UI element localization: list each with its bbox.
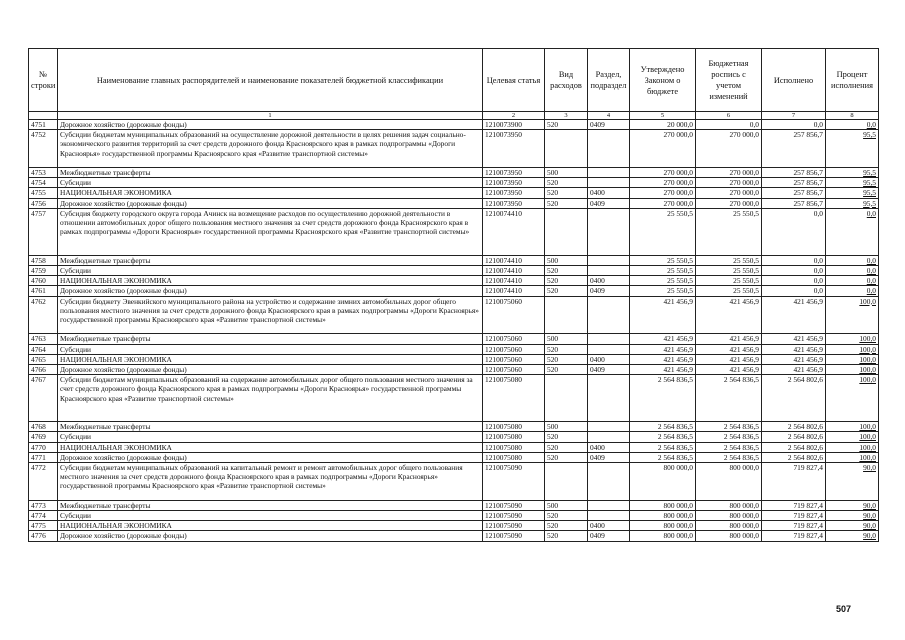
row-percent: 0,0 bbox=[826, 276, 879, 286]
table-row bbox=[29, 463, 879, 501]
row-name: Дорожное хозяйство (дорожные фонды) bbox=[58, 286, 483, 296]
row-target-article: 1210075060 bbox=[483, 334, 545, 344]
row-target-article: 1210073950 bbox=[483, 188, 545, 198]
row-executed: 2 564 802,6 bbox=[762, 375, 826, 422]
header-approved: Утверждено Законом о бюджете bbox=[630, 49, 696, 112]
row-number: 4758 bbox=[29, 255, 58, 265]
row-name: НАЦИОНАЛЬНАЯ ЭКОНОМИКА bbox=[58, 188, 483, 198]
row-executed: 257 856,7 bbox=[762, 130, 826, 168]
row-expense-type: 520 bbox=[545, 198, 588, 208]
row-name: Межбюджетные трансферты bbox=[58, 422, 483, 432]
header-budget-plan: Бюджетная роспись с учетом изменений bbox=[696, 49, 762, 112]
header-row-number: № строки bbox=[29, 49, 58, 112]
row-expense-type: 520 bbox=[545, 531, 588, 541]
row-number: 4770 bbox=[29, 442, 58, 452]
row-budget-plan: 0,0 bbox=[696, 120, 762, 130]
row-section: 0400 bbox=[588, 276, 630, 286]
row-percent: 100,0 bbox=[826, 334, 879, 344]
row-budget-plan: 800 000,0 bbox=[696, 463, 762, 501]
row-expense-type: 500 bbox=[545, 255, 588, 265]
row-number: 4766 bbox=[29, 365, 58, 375]
row-percent: 95,5 bbox=[826, 168, 879, 178]
row-approved: 800 000,0 bbox=[630, 521, 696, 531]
row-executed: 719 827,4 bbox=[762, 511, 826, 521]
row-approved: 20 000,0 bbox=[630, 120, 696, 130]
row-budget-plan: 421 456,9 bbox=[696, 365, 762, 375]
row-target-article: 1210075060 bbox=[483, 354, 545, 364]
table-row bbox=[29, 334, 879, 344]
table-row bbox=[29, 344, 879, 354]
row-target-article: 1210075080 bbox=[483, 422, 545, 432]
row-percent: 100,0 bbox=[826, 296, 879, 334]
row-budget-plan: 270 000,0 bbox=[696, 130, 762, 168]
row-name: НАЦИОНАЛЬНАЯ ЭКОНОМИКА bbox=[58, 276, 483, 286]
row-target-article: 1210075060 bbox=[483, 344, 545, 354]
row-section bbox=[588, 266, 630, 276]
row-target-article: 1210073900 bbox=[483, 120, 545, 130]
row-number: 4776 bbox=[29, 531, 58, 541]
row-budget-plan: 421 456,9 bbox=[696, 354, 762, 364]
table-row bbox=[29, 442, 879, 452]
row-budget-plan: 25 550,5 bbox=[696, 208, 762, 255]
row-expense-type: 500 bbox=[545, 422, 588, 432]
row-name: Субсидии bbox=[58, 432, 483, 442]
row-expense-type: 520 bbox=[545, 266, 588, 276]
row-expense-type: 520 bbox=[545, 365, 588, 375]
row-approved: 270 000,0 bbox=[630, 198, 696, 208]
row-budget-plan: 800 000,0 bbox=[696, 521, 762, 531]
row-expense-type: 520 bbox=[545, 344, 588, 354]
table-row bbox=[29, 354, 879, 364]
row-percent: 100,0 bbox=[826, 432, 879, 442]
row-budget-plan: 2 564 836,5 bbox=[696, 375, 762, 422]
row-section bbox=[588, 344, 630, 354]
row-section: 0409 bbox=[588, 198, 630, 208]
row-executed: 719 827,4 bbox=[762, 521, 826, 531]
row-target-article: 1210075080 bbox=[483, 432, 545, 442]
row-number: 4757 bbox=[29, 208, 58, 255]
row-percent: 0,0 bbox=[826, 255, 879, 265]
row-target-article: 1210073950 bbox=[483, 130, 545, 168]
row-approved: 2 564 836,5 bbox=[630, 375, 696, 422]
row-expense-type bbox=[545, 296, 588, 334]
row-target-article: 1210075080 bbox=[483, 442, 545, 452]
table-body bbox=[29, 120, 879, 542]
column-number: 3 bbox=[545, 112, 588, 120]
row-budget-plan: 270 000,0 bbox=[696, 188, 762, 198]
row-section bbox=[588, 375, 630, 422]
row-number: 4751 bbox=[29, 120, 58, 130]
table-row bbox=[29, 432, 879, 442]
row-budget-plan: 25 550,5 bbox=[696, 286, 762, 296]
row-section bbox=[588, 130, 630, 168]
table-row bbox=[29, 452, 879, 462]
page-number: 507 bbox=[836, 604, 852, 614]
row-approved: 270 000,0 bbox=[630, 188, 696, 198]
row-expense-type: 520 bbox=[545, 521, 588, 531]
row-number: 4754 bbox=[29, 178, 58, 188]
row-approved: 270 000,0 bbox=[630, 178, 696, 188]
row-percent: 100,0 bbox=[826, 375, 879, 422]
row-executed: 2 564 802,6 bbox=[762, 452, 826, 462]
row-expense-type: 500 bbox=[545, 168, 588, 178]
row-section bbox=[588, 255, 630, 265]
row-target-article: 1210075080 bbox=[483, 452, 545, 462]
row-approved: 421 456,9 bbox=[630, 344, 696, 354]
row-budget-plan: 2 564 836,5 bbox=[696, 422, 762, 432]
row-approved: 2 564 836,5 bbox=[630, 432, 696, 442]
row-name: Субсидии bbox=[58, 266, 483, 276]
row-name: Дорожное хозяйство (дорожные фонды) bbox=[58, 120, 483, 130]
row-name: Межбюджетные трансферты bbox=[58, 334, 483, 344]
row-approved: 2 564 836,5 bbox=[630, 452, 696, 462]
row-percent: 95,5 bbox=[826, 130, 879, 168]
table-header bbox=[29, 49, 879, 120]
row-section: 0400 bbox=[588, 354, 630, 364]
column-number: 5 bbox=[630, 112, 696, 120]
header-section: Раздел, подраздел bbox=[588, 49, 630, 112]
row-expense-type: 520 bbox=[545, 286, 588, 296]
row-expense-type: 520 bbox=[545, 354, 588, 364]
row-expense-type bbox=[545, 130, 588, 168]
column-number: 8 bbox=[826, 112, 879, 120]
header-percent: Процент исполнения bbox=[826, 49, 879, 112]
row-section: 0409 bbox=[588, 531, 630, 541]
row-name: Межбюджетные трансферты bbox=[58, 168, 483, 178]
table-row bbox=[29, 188, 879, 198]
row-budget-plan: 270 000,0 bbox=[696, 198, 762, 208]
table-row bbox=[29, 500, 879, 510]
row-budget-plan: 421 456,9 bbox=[696, 296, 762, 334]
table-row bbox=[29, 266, 879, 276]
row-section bbox=[588, 208, 630, 255]
row-executed: 719 827,4 bbox=[762, 463, 826, 501]
row-executed: 0,0 bbox=[762, 266, 826, 276]
row-section bbox=[588, 511, 630, 521]
row-executed: 421 456,9 bbox=[762, 334, 826, 344]
column-number: 6 bbox=[696, 112, 762, 120]
row-name: Межбюджетные трансферты bbox=[58, 255, 483, 265]
row-expense-type: 500 bbox=[545, 334, 588, 344]
row-approved: 421 456,9 bbox=[630, 334, 696, 344]
row-target-article: 1210073950 bbox=[483, 178, 545, 188]
row-executed: 257 856,7 bbox=[762, 178, 826, 188]
row-budget-plan: 2 564 836,5 bbox=[696, 452, 762, 462]
row-budget-plan: 421 456,9 bbox=[696, 334, 762, 344]
header-expense-type: Вид расходов bbox=[545, 49, 588, 112]
table-row bbox=[29, 208, 879, 255]
row-approved: 421 456,9 bbox=[630, 365, 696, 375]
row-budget-plan: 2 564 836,5 bbox=[696, 442, 762, 452]
row-approved: 421 456,9 bbox=[630, 296, 696, 334]
row-number: 4767 bbox=[29, 375, 58, 422]
table-row bbox=[29, 168, 879, 178]
row-executed: 421 456,9 bbox=[762, 365, 826, 375]
row-section bbox=[588, 296, 630, 334]
row-section bbox=[588, 463, 630, 501]
column-number: 7 bbox=[762, 112, 826, 120]
row-expense-type bbox=[545, 208, 588, 255]
table-row bbox=[29, 198, 879, 208]
row-number: 4775 bbox=[29, 521, 58, 531]
row-percent: 0,0 bbox=[826, 120, 879, 130]
row-section: 0400 bbox=[588, 521, 630, 531]
row-target-article: 1210075090 bbox=[483, 531, 545, 541]
row-number: 4756 bbox=[29, 198, 58, 208]
row-percent: 100,0 bbox=[826, 365, 879, 375]
column-number: 1 bbox=[58, 112, 483, 120]
row-approved: 25 550,5 bbox=[630, 286, 696, 296]
row-number: 4759 bbox=[29, 266, 58, 276]
table-row bbox=[29, 276, 879, 286]
row-name: Субсидии bbox=[58, 178, 483, 188]
row-section bbox=[588, 500, 630, 510]
row-approved: 270 000,0 bbox=[630, 130, 696, 168]
row-percent: 100,0 bbox=[826, 344, 879, 354]
row-number: 4771 bbox=[29, 452, 58, 462]
table-row bbox=[29, 511, 879, 521]
row-percent: 95,5 bbox=[826, 178, 879, 188]
row-approved: 25 550,5 bbox=[630, 208, 696, 255]
column-number-row bbox=[29, 112, 879, 120]
row-expense-type bbox=[545, 463, 588, 501]
row-section: 0409 bbox=[588, 365, 630, 375]
row-number: 4765 bbox=[29, 354, 58, 364]
row-name: Субсидии bbox=[58, 511, 483, 521]
row-name: НАЦИОНАЛЬНАЯ ЭКОНОМИКА bbox=[58, 354, 483, 364]
row-number: 4764 bbox=[29, 344, 58, 354]
column-number bbox=[29, 112, 58, 120]
row-section: 0400 bbox=[588, 442, 630, 452]
row-executed: 2 564 802,6 bbox=[762, 442, 826, 452]
header-name: Наименование главных распорядителей и наименование показателей бюджетной классификации bbox=[58, 49, 483, 112]
row-percent: 0,0 bbox=[826, 266, 879, 276]
row-name: Субсидия бюджету городского округа города Ачинск на возмещение расходов по осуществлению дорожной деятельности в отношении автомобильных дорог общего пользования местного значения за счет средств дорожного фонда Красноярского края в рамках подпрограммы «Дороги Красноярья» государственной программы Красноярского края «Развитие транспортной системы» bbox=[58, 208, 483, 255]
row-target-article: 1210075060 bbox=[483, 365, 545, 375]
row-approved: 25 550,5 bbox=[630, 266, 696, 276]
row-executed: 257 856,7 bbox=[762, 168, 826, 178]
row-expense-type: 520 bbox=[545, 452, 588, 462]
table-row bbox=[29, 296, 879, 334]
row-approved: 800 000,0 bbox=[630, 531, 696, 541]
table-row bbox=[29, 130, 879, 168]
row-approved: 2 564 836,5 bbox=[630, 442, 696, 452]
row-budget-plan: 800 000,0 bbox=[696, 531, 762, 541]
row-name: Субсидии bbox=[58, 344, 483, 354]
row-budget-plan: 2 564 836,5 bbox=[696, 432, 762, 442]
row-executed: 257 856,7 bbox=[762, 198, 826, 208]
row-expense-type: 520 bbox=[545, 432, 588, 442]
column-number: 4 bbox=[588, 112, 630, 120]
row-budget-plan: 800 000,0 bbox=[696, 500, 762, 510]
row-percent: 100,0 bbox=[826, 422, 879, 432]
row-name: Дорожное хозяйство (дорожные фонды) bbox=[58, 452, 483, 462]
row-target-article: 1210075090 bbox=[483, 463, 545, 501]
table-row bbox=[29, 375, 879, 422]
row-expense-type: 500 bbox=[545, 500, 588, 510]
row-name: Субсидии бюджетам муниципальных образований на осуществление дорожной деятельности в целях решения задач социально-экономического развития территорий за счет средств дорожного фонда Красноярского края в рамках подпрограммы «Дороги Красноярья» государственной программы Красноярского края «Развитие транспортной системы» bbox=[58, 130, 483, 168]
row-executed: 2 564 802,6 bbox=[762, 432, 826, 442]
row-percent: 0,0 bbox=[826, 286, 879, 296]
row-executed: 719 827,4 bbox=[762, 500, 826, 510]
row-name: Субсидии бюджетам муниципальных образований на капитальный ремонт и ремонт автомобильных дорог общего пользования местного значения за счет средств дорожного фонда Красноярского края в рамках подпрограммы «Дороги Красноярья» государственной программы Красноярского края «Развитие транспортной системы» bbox=[58, 463, 483, 501]
row-target-article: 1210074410 bbox=[483, 286, 545, 296]
table-row bbox=[29, 255, 879, 265]
row-section bbox=[588, 168, 630, 178]
row-number: 4773 bbox=[29, 500, 58, 510]
row-percent: 100,0 bbox=[826, 354, 879, 364]
row-executed: 257 856,7 bbox=[762, 188, 826, 198]
budget-execution-table bbox=[28, 48, 879, 542]
row-percent: 90,0 bbox=[826, 511, 879, 521]
row-section: 0409 bbox=[588, 452, 630, 462]
row-approved: 270 000,0 bbox=[630, 168, 696, 178]
row-number: 4763 bbox=[29, 334, 58, 344]
row-section: 0409 bbox=[588, 120, 630, 130]
row-budget-plan: 421 456,9 bbox=[696, 344, 762, 354]
header-executed: Исполнено bbox=[762, 49, 826, 112]
row-name: Дорожное хозяйство (дорожные фонды) bbox=[58, 531, 483, 541]
row-number: 4768 bbox=[29, 422, 58, 432]
row-executed: 719 827,4 bbox=[762, 531, 826, 541]
row-percent: 100,0 bbox=[826, 452, 879, 462]
row-target-article: 1210074410 bbox=[483, 266, 545, 276]
row-target-article: 1210073950 bbox=[483, 198, 545, 208]
row-target-article: 1210075090 bbox=[483, 511, 545, 521]
row-name: Дорожное хозяйство (дорожные фонды) bbox=[58, 198, 483, 208]
row-percent: 100,0 bbox=[826, 442, 879, 452]
row-expense-type bbox=[545, 375, 588, 422]
row-percent: 90,0 bbox=[826, 463, 879, 501]
row-approved: 2 564 836,5 bbox=[630, 422, 696, 432]
row-executed: 0,0 bbox=[762, 255, 826, 265]
row-executed: 421 456,9 bbox=[762, 344, 826, 354]
row-approved: 421 456,9 bbox=[630, 354, 696, 364]
row-executed: 421 456,9 bbox=[762, 296, 826, 334]
table-row bbox=[29, 422, 879, 432]
row-executed: 421 456,9 bbox=[762, 354, 826, 364]
row-approved: 800 000,0 bbox=[630, 511, 696, 521]
row-target-article: 1210075080 bbox=[483, 375, 545, 422]
row-budget-plan: 270 000,0 bbox=[696, 178, 762, 188]
header-target-article: Целевая статья bbox=[483, 49, 545, 112]
table-row bbox=[29, 365, 879, 375]
row-budget-plan: 25 550,5 bbox=[696, 266, 762, 276]
table-row bbox=[29, 531, 879, 541]
row-executed: 0,0 bbox=[762, 120, 826, 130]
row-number: 4753 bbox=[29, 168, 58, 178]
row-name: Субсидии бюджету Эвенкийского муниципального района на устройство и содержание зимних автомобильных дорог общего пользования местного значения за счет средств дорожного фонда Красноярского края в рамках подпрограммы «Дороги Красноярья» государственной программы Красноярского края «Развитие транспортной системы» bbox=[58, 296, 483, 334]
row-target-article: 1210073950 bbox=[483, 168, 545, 178]
row-target-article: 1210075060 bbox=[483, 296, 545, 334]
row-number: 4772 bbox=[29, 463, 58, 501]
row-target-article: 1210075090 bbox=[483, 500, 545, 510]
row-approved: 800 000,0 bbox=[630, 500, 696, 510]
row-approved: 25 550,5 bbox=[630, 255, 696, 265]
row-percent: 0,0 bbox=[826, 208, 879, 255]
row-budget-plan: 25 550,5 bbox=[696, 276, 762, 286]
row-percent: 95,5 bbox=[826, 188, 879, 198]
row-name: Межбюджетные трансферты bbox=[58, 500, 483, 510]
row-target-article: 1210075090 bbox=[483, 521, 545, 531]
row-number: 4762 bbox=[29, 296, 58, 334]
column-number: 2 bbox=[483, 112, 545, 120]
row-approved: 25 550,5 bbox=[630, 276, 696, 286]
row-section bbox=[588, 178, 630, 188]
row-expense-type: 520 bbox=[545, 178, 588, 188]
row-number: 4774 bbox=[29, 511, 58, 521]
row-number: 4761 bbox=[29, 286, 58, 296]
row-number: 4769 bbox=[29, 432, 58, 442]
table-row bbox=[29, 120, 879, 130]
row-percent: 90,0 bbox=[826, 500, 879, 510]
row-percent: 90,0 bbox=[826, 521, 879, 531]
row-section bbox=[588, 334, 630, 344]
row-section bbox=[588, 422, 630, 432]
row-target-article: 1210074410 bbox=[483, 255, 545, 265]
row-number: 4755 bbox=[29, 188, 58, 198]
row-executed: 2 564 802,6 bbox=[762, 422, 826, 432]
row-budget-plan: 800 000,0 bbox=[696, 511, 762, 521]
row-percent: 95,5 bbox=[826, 198, 879, 208]
row-target-article: 1210074410 bbox=[483, 208, 545, 255]
row-percent: 90,0 bbox=[826, 531, 879, 541]
row-expense-type: 520 bbox=[545, 442, 588, 452]
row-name: НАЦИОНАЛЬНАЯ ЭКОНОМИКА bbox=[58, 442, 483, 452]
row-number: 4752 bbox=[29, 130, 58, 168]
row-name: Дорожное хозяйство (дорожные фонды) bbox=[58, 365, 483, 375]
row-expense-type: 520 bbox=[545, 120, 588, 130]
row-section: 0400 bbox=[588, 188, 630, 198]
row-expense-type: 520 bbox=[545, 511, 588, 521]
row-executed: 0,0 bbox=[762, 286, 826, 296]
table-row bbox=[29, 521, 879, 531]
row-budget-plan: 270 000,0 bbox=[696, 168, 762, 178]
row-executed: 0,0 bbox=[762, 276, 826, 286]
row-budget-plan: 25 550,5 bbox=[696, 255, 762, 265]
row-section: 0409 bbox=[588, 286, 630, 296]
row-number: 4760 bbox=[29, 276, 58, 286]
row-name: Субсидии бюджетам муниципальных образований на содержание автомобильных дорог общего пользования местного значения за счет средств дорожного фонда Красноярского края в рамках подпрограммы «Дороги Красноярья» государственной программы Красноярского края «Развитие транспортной системы» bbox=[58, 375, 483, 422]
row-name: НАЦИОНАЛЬНАЯ ЭКОНОМИКА bbox=[58, 521, 483, 531]
row-target-article: 1210074410 bbox=[483, 276, 545, 286]
table-row bbox=[29, 286, 879, 296]
row-expense-type: 520 bbox=[545, 276, 588, 286]
row-executed: 0,0 bbox=[762, 208, 826, 255]
row-expense-type: 520 bbox=[545, 188, 588, 198]
table-row bbox=[29, 178, 879, 188]
row-approved: 800 000,0 bbox=[630, 463, 696, 501]
row-section bbox=[588, 432, 630, 442]
